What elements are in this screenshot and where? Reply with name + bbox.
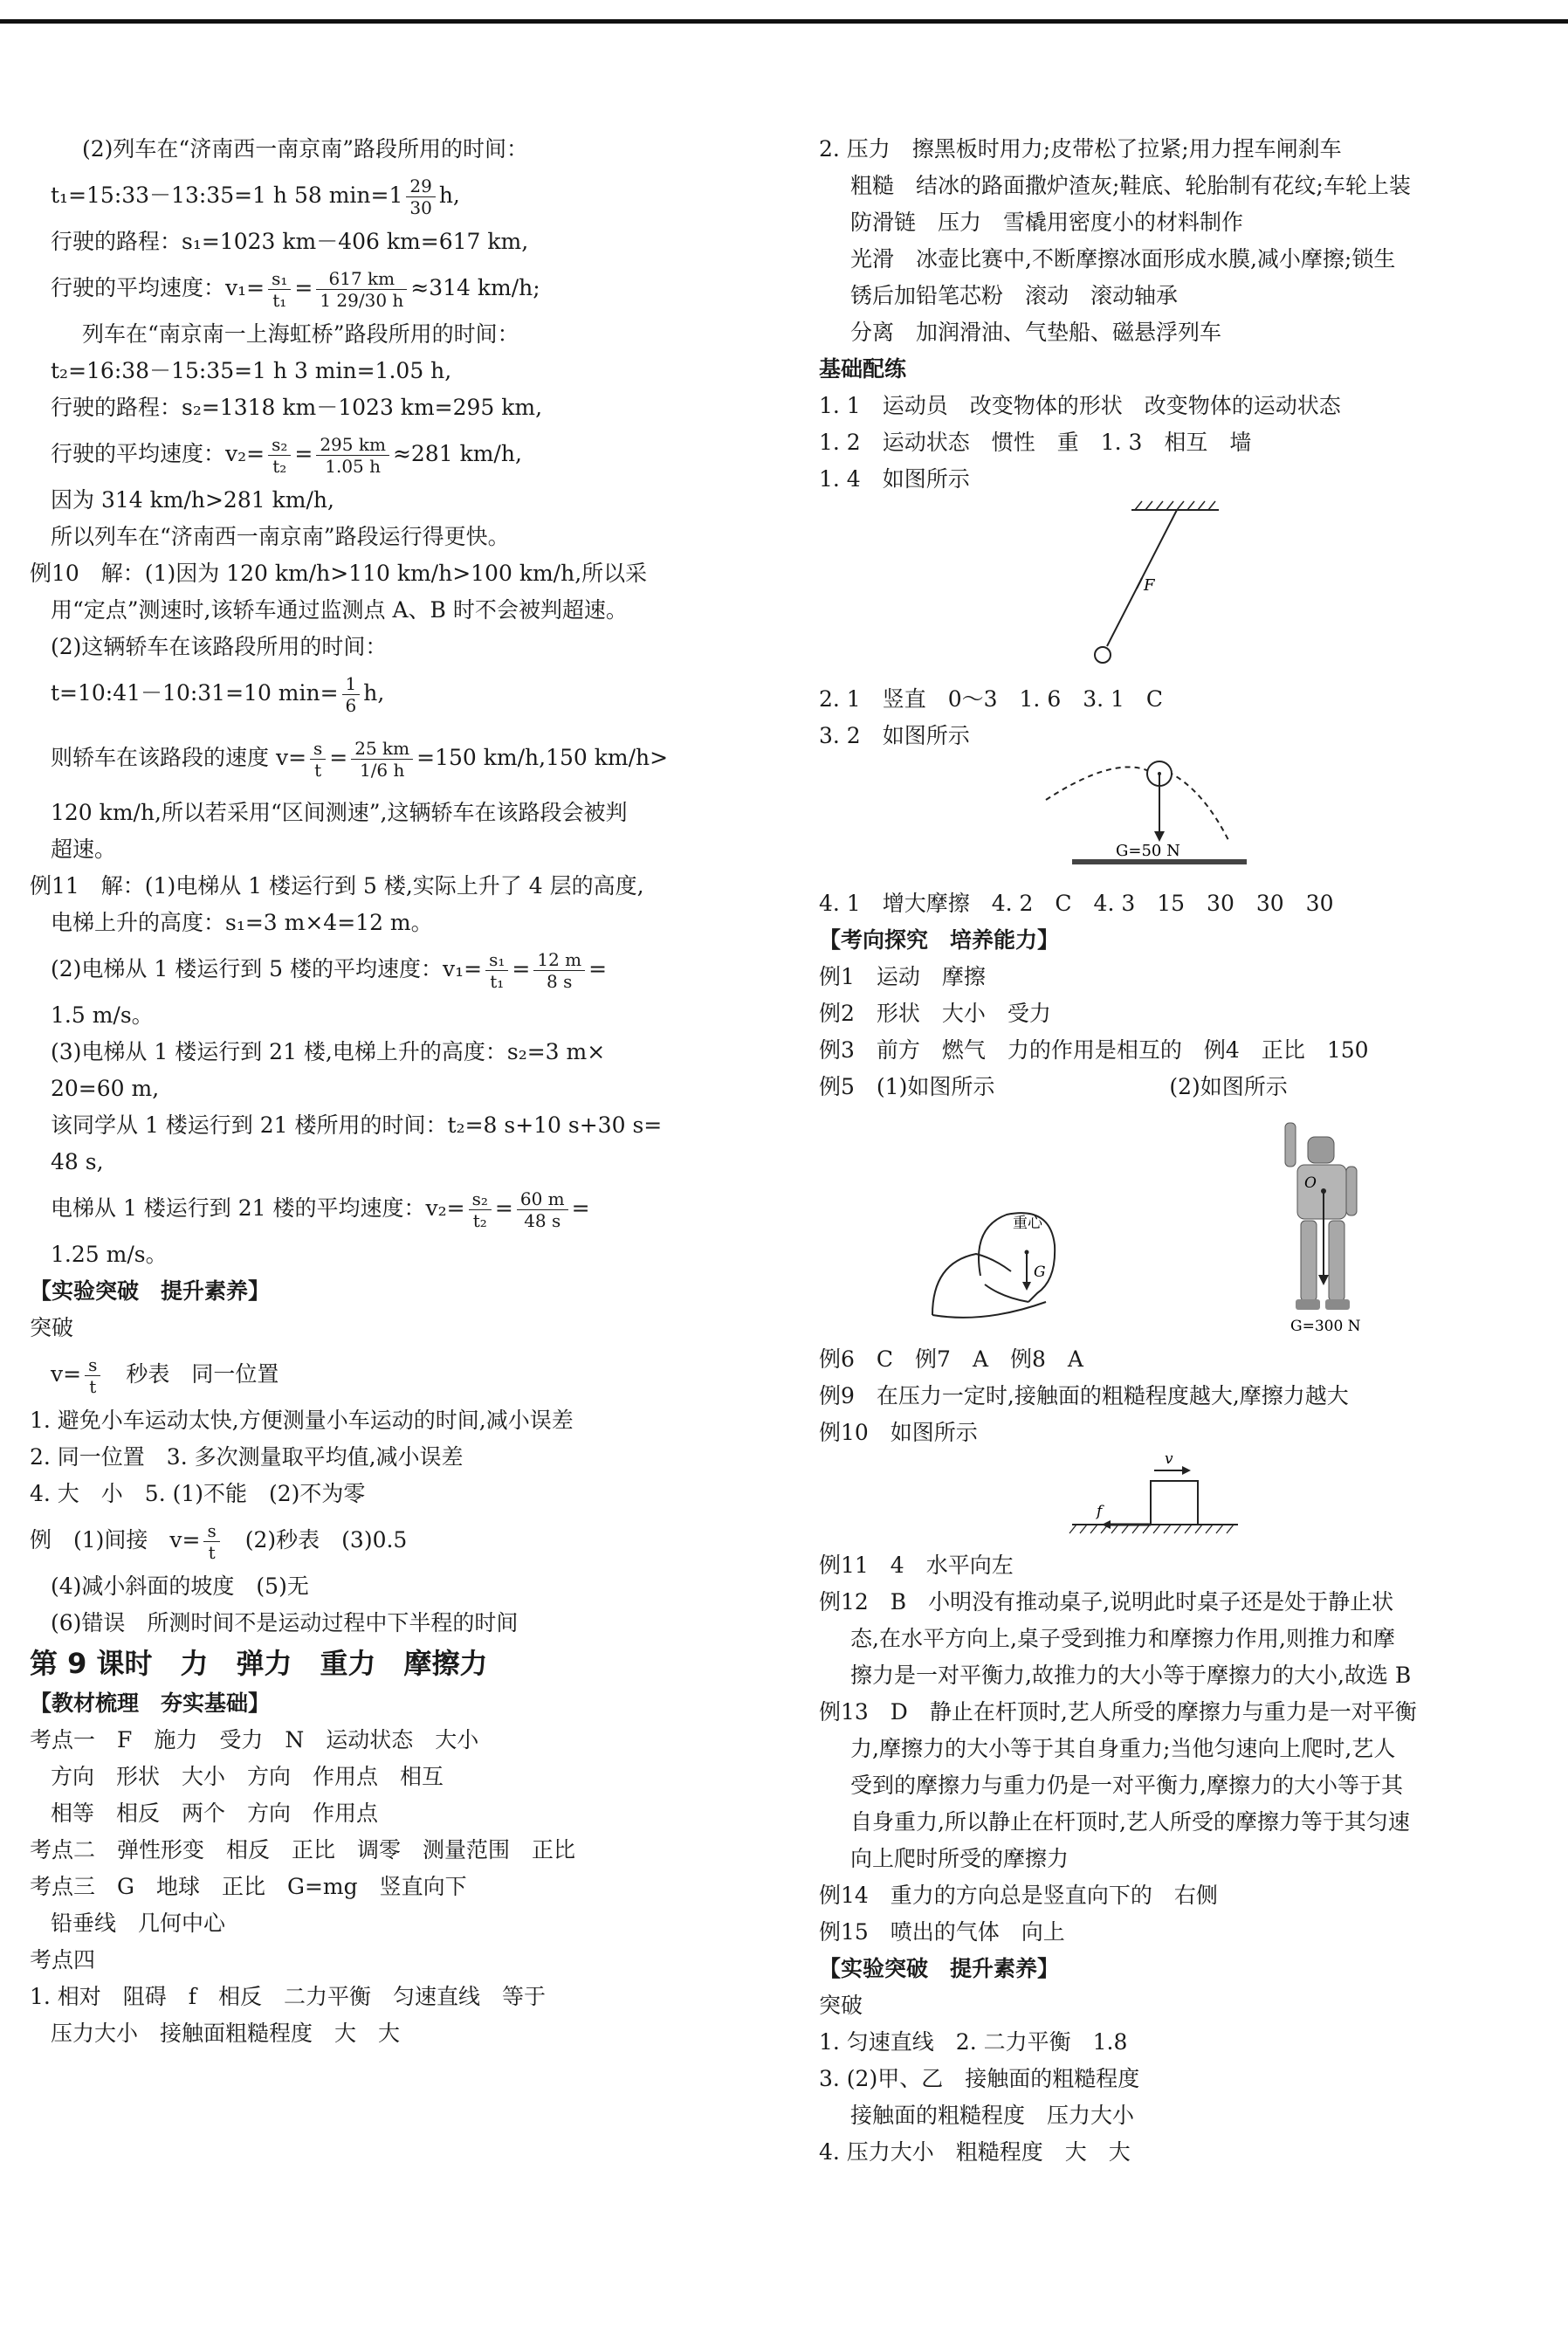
text-line: 行驶的路程：s₁=1023 km－406 km=617 km, [51,229,529,254]
text-line: 例13 D 静止在杆顶时,艺人所受的摩擦力与重力是一对平衡 [819,1699,1417,1725]
text-line: 突破 [30,1315,74,1340]
formula-line: 电梯从 1 楼运行到 21 楼的平均速度：v₂= $\frac{\text{s₂}}{\text{t₂}}$ = $\frac{60 m}{48 s}$ = [51,1188,590,1231]
section-heading: 【实验突破 提升素养】 [30,1278,271,1304]
section-heading: 【实验突破 提升素养】 [819,1956,1060,1981]
text-line: 1.5 m/s。 [51,1002,154,1028]
text-line: 光滑 冰壶比赛中,不断摩擦冰面形成水膜,减小摩擦;锁生 [850,246,1396,272]
ball-gravity-figure [819,754,1509,885]
formula-line: 行驶的平均速度：v₂= $\frac{\text{s₂}}{\text{t₂}}$ = $\frac{295 km}{1.05 h}$ ≈281 km/h, [51,434,522,477]
denominator: t [89,1376,97,1397]
text-line: 4. 大 小 5. (1)不能 (2)不为零 [30,1481,366,1506]
numerator: s₂ [469,1188,492,1210]
fraction [316,268,407,311]
text-line: 1.25 m/s。 [51,1242,168,1267]
denominator: 1.05 h [325,456,382,477]
text-line: 行驶的路程：s₂=1318 km－1023 km=295 km, [51,395,543,420]
numerator: 25 km [351,738,413,760]
denominator: t [208,1542,216,1563]
text-line: 例10 解：(1)因为 120 km/h>110 km/h>100 km/h,所以采 [30,561,648,586]
text-segment: 例5 (1)如图所示 [819,1074,995,1099]
formula-line: 则轿车在该路段的速度 v= $\frac{s}{t}$ = $\frac{25 km}{1/6 h}$ =150 km/h,150 km/h> [51,738,669,781]
text-line: 1. 相对 阻碍 f 相反 二力平衡 匀速直线 等于 [30,1984,547,2009]
text-line: 粗糙 结冰的路面撒炉渣灰;鞋底、轮胎制有花纹;车轮上装 [850,173,1411,198]
denominator: t₁ [272,290,287,311]
text-line: (6)错误 所测时间不是运动过程中下半程的时间 [51,1610,519,1635]
text-line: 例3 前方 燃气 力的作用是相互的 例4 正比 150 [819,1037,1369,1063]
formula-text: = [588,956,608,981]
text-line: 20=60 m, [51,1076,160,1101]
formula-line [51,665,749,721]
text-line: 例11 4 水平向左 [819,1553,1014,1578]
text-line: 态,在水平方向上,桌子受到推力和摩擦力作用,则推力和摩 [850,1626,1395,1651]
denominator: 30 [409,197,432,218]
text-line: 4. 压力大小 粗糙程度 大 大 [819,2139,1131,2165]
gravity-label: G=50 N [1116,842,1180,860]
gravity-label: G [1034,1264,1046,1281]
text-line: 例12 B 小明没有推动桌子,说明此时桌子还是处于静止状 [819,1589,1394,1615]
fraction [310,738,326,781]
formula-text: 行驶的平均速度：v₂= [51,441,265,466]
text-line: 1. 2 运动状态 惯性 重 1. 3 相互 墙 [819,430,1252,455]
formula-text: h, [363,680,385,706]
formula-line [30,1512,749,1568]
text-line: 例9 在压力一定时,接触面的粗糙程度越大,摩擦力越大 [819,1383,1349,1408]
text-line: (2)列车在“济南西一南京南”路段所用的时间： [82,136,528,162]
text-line: 3. 2 如图所示 [819,723,970,748]
text-line: 铅垂线 几何中心 [51,1911,226,1936]
formula-text: 行驶的平均速度：v₁= [51,275,265,300]
denominator: 48 s [524,1210,561,1231]
text-line: 例11 解：(1)电梯从 1 楼运行到 5 楼,实际上升了 4 层的高度, [30,873,644,899]
numerator: 60 m [517,1188,568,1210]
formula-line [51,168,749,224]
formula-text: v= [51,1361,82,1387]
text-line: 1. 匀速直线 2. 二力平衡 1.8 [819,2029,1128,2055]
numerator: s [203,1520,219,1542]
formula-text: (2)秒表 (3)0.5 [223,1527,408,1553]
fraction [469,1188,492,1231]
velocity-label: v [1165,1451,1173,1468]
text-line: 用“定点”测速时,该轿车通过监测点 A、B 时不会被判超速。 [51,597,628,623]
center-of-gravity-label: 重心 [1013,1215,1042,1232]
formula-text: t₁=15:33－13:35=1 h 58 min=1 [51,182,403,208]
text-line: 例2 形状 大小 受力 [819,1001,1051,1026]
denominator: t₂ [272,456,287,477]
center-label: O [1304,1174,1317,1192]
lesson-title: 第 9 课时 力 弹力 重力 摩擦力 [30,1647,488,1680]
denominator: 1/6 h [359,760,405,781]
text-line: 1. 1 运动员 改变物体的形状 改变物体的运动状态 [819,393,1341,418]
text-line: 向上爬时所受的摩擦力 [850,1846,1069,1871]
numerator: 29 [406,176,435,197]
formula-line: 行驶的平均速度：v₁= $\frac{\text{s₁}}{\text{t₁}}$ = $\frac{617 km}{1 29/30 h}$ ≈314 km/h; [51,268,540,311]
text-line: 2. 同一位置 3. 多次测量取平均值,减小误差 [30,1444,464,1470]
text-line: 考点四 [30,1947,96,1973]
denominator: 6 [345,695,357,716]
text-line: 120 km/h,所以若采用“区间测速”,这辆轿车在该路段会被判 [51,800,628,825]
text-line: 电梯上升的高度：s₁=3 m×4=12 m。 [51,910,433,935]
robot-figure [1285,1123,1361,1335]
numerator: s₂ [268,434,291,456]
formula-text: (2)电梯从 1 楼运行到 5 楼的平均速度：v₁= [51,956,483,981]
left-column [30,131,749,2052]
text-line: 例6 C 例7 A 例8 A [819,1346,1083,1372]
fraction [268,434,291,477]
text-line: 考点三 G 地球 正比 G=mg 竖直向下 [30,1874,467,1899]
section-heading: 【考向探究 培养能力】 [819,927,1060,953]
formula-text: h, [438,182,460,208]
formula-text: 电梯从 1 楼运行到 21 楼的平均速度：v₂= [51,1195,465,1221]
pendulum-figure [819,498,1509,681]
text-line: 考点二 弹性形变 相反 正比 调零 测量范围 正比 [30,1837,576,1863]
right-column [819,131,1509,2171]
example5-figures [819,1105,1509,1341]
formula-text: =150 km/h,150 km/h> [416,745,669,770]
formula-text: = [571,1195,590,1221]
text-line: 相等 相反 两个 方向 作用点 [51,1801,379,1826]
formula-text: ≈281 km/h, [392,441,522,466]
numerator: 1 [342,673,361,695]
text-line: 所以列车在“济南西一南京南”路段运行得更快。 [51,524,510,549]
text-line: 锈后加铅笔芯粉 滚动 滚动轴承 [850,283,1179,308]
formula-line: (2)电梯从 1 楼运行到 5 楼的平均速度：v₁= $\frac{\text{s₁}}{\text{t₁}}$ = $\frac{12 m}{8 s}$ = [51,949,608,992]
text-line: 例10 如图所示 [819,1420,978,1445]
text-line: 3. (2)甲、乙 接触面的粗糙程度 [819,2066,1140,2091]
text-segment: (2)如图所示 [1169,1074,1288,1099]
formula-text: 则轿车在该路段的速度 v= [51,745,307,770]
text-line: t₂=16:38－15:35=1 h 3 min=1.05 h, [51,358,452,383]
text-line: 突破 [819,1993,863,2018]
text-line: 因为 314 km/h>281 km/h, [51,487,334,513]
numerator: s₁ [485,949,508,971]
section-heading: 【教材梳理 夯实基础】 [30,1690,271,1716]
fraction [342,673,361,716]
formula-text: 秒表 同一位置 [104,1361,279,1387]
fraction [268,268,291,311]
text-line: 分离 加润滑油、气垫船、磁悬浮列车 [850,320,1222,345]
fraction [85,1354,100,1397]
head-figure [932,1213,1055,1318]
fraction [406,176,435,218]
force-label: F [1144,576,1155,595]
text-line: 2. 1 竖直 0～3 1. 6 3. 1 C [819,686,1164,712]
text-line: 防滑链 压力 雪橇用密度小的材料制作 [850,210,1244,235]
top-rule [0,19,1568,24]
text-line: (4)减小斜面的坡度 (5)无 [51,1573,309,1599]
friction-label: f [1097,1503,1103,1520]
text-line: 考点一 F 施力 受力 N 运动状态 大小 [30,1727,479,1752]
fraction [517,1188,568,1231]
text-line: 1. 避免小车运动太快,方便测量小车运动的时间,减小误差 [30,1408,574,1433]
numerator: s [310,738,326,760]
text-line: 超速。 [51,837,117,862]
fraction [533,949,585,992]
formula-text: t=10:41－10:31=10 min= [51,680,339,706]
denominator: 1 29/30 h [320,290,404,311]
block-friction-figure [819,1451,1509,1547]
text-line: 接触面的粗糙程度 压力大小 [850,2103,1135,2128]
text-line: 擦力是一对平衡力,故推力的大小等于摩擦力的大小,故选 B [850,1663,1412,1688]
text-line: (3)电梯从 1 楼运行到 21 楼,电梯上升的高度：s₂=3 m× [51,1039,606,1064]
numerator: s [85,1354,100,1376]
denominator: 8 s [547,971,573,992]
numerator: 295 km [316,434,389,456]
text-line: 1. 4 如图所示 [819,466,970,492]
text-line: 例14 重力的方向总是竖直向下的 右侧 [819,1883,1218,1908]
text-line: 2. 压力 擦黑板时用力;皮带松了拉紧;用力捏车闸刹车 [819,136,1342,162]
text-line: 4. 1 增大摩擦 4. 2 C 4. 3 15 30 30 30 [819,891,1334,916]
text-line: 列车在“南京南一上海虹桥”路段所用的时间： [82,321,519,347]
fraction [203,1520,219,1563]
text-line: 例1 运动 摩擦 [819,964,986,989]
text-line: 力,摩擦力的大小等于其自身重力;当他匀速向上爬时,艺人 [850,1736,1396,1761]
numerator: 617 km [316,268,407,290]
text-line: 48 s, [51,1149,104,1174]
text-line: 受到的摩擦力与重力仍是一对平衡力,摩擦力的大小等于其 [850,1773,1403,1798]
text-line: 压力大小 接触面粗糙程度 大 大 [51,2021,401,2046]
text-line: 自身重力,所以静止在杆顶时,艺人所受的摩擦力等于其匀速 [850,1809,1410,1835]
denominator: t [314,760,322,781]
text-line [819,1069,1509,1105]
text-line: 方向 形状 大小 方向 作用点 相互 [51,1764,444,1789]
text-line: 例15 喷出的气体 向上 [819,1919,1065,1945]
denominator: t₁ [490,971,505,992]
section-heading: 基础配练 [819,356,907,382]
fraction [485,949,508,992]
formula-text: 例 (1)间接 v= [30,1527,201,1553]
fraction [351,738,413,781]
gravity-label: G=300 N [1290,1318,1361,1335]
text-line: (2)这辆轿车在该路段所用的时间： [51,634,388,659]
text-line: 该同学从 1 楼运行到 21 楼所用的时间：t₂=8 s+10 s+30 s= [51,1112,663,1138]
fraction [316,434,389,477]
formula-line [51,1346,749,1402]
numerator: 12 m [533,949,585,971]
denominator: t₂ [472,1210,487,1231]
numerator: s₁ [268,268,291,290]
formula-text: ≈314 km/h; [410,275,540,300]
